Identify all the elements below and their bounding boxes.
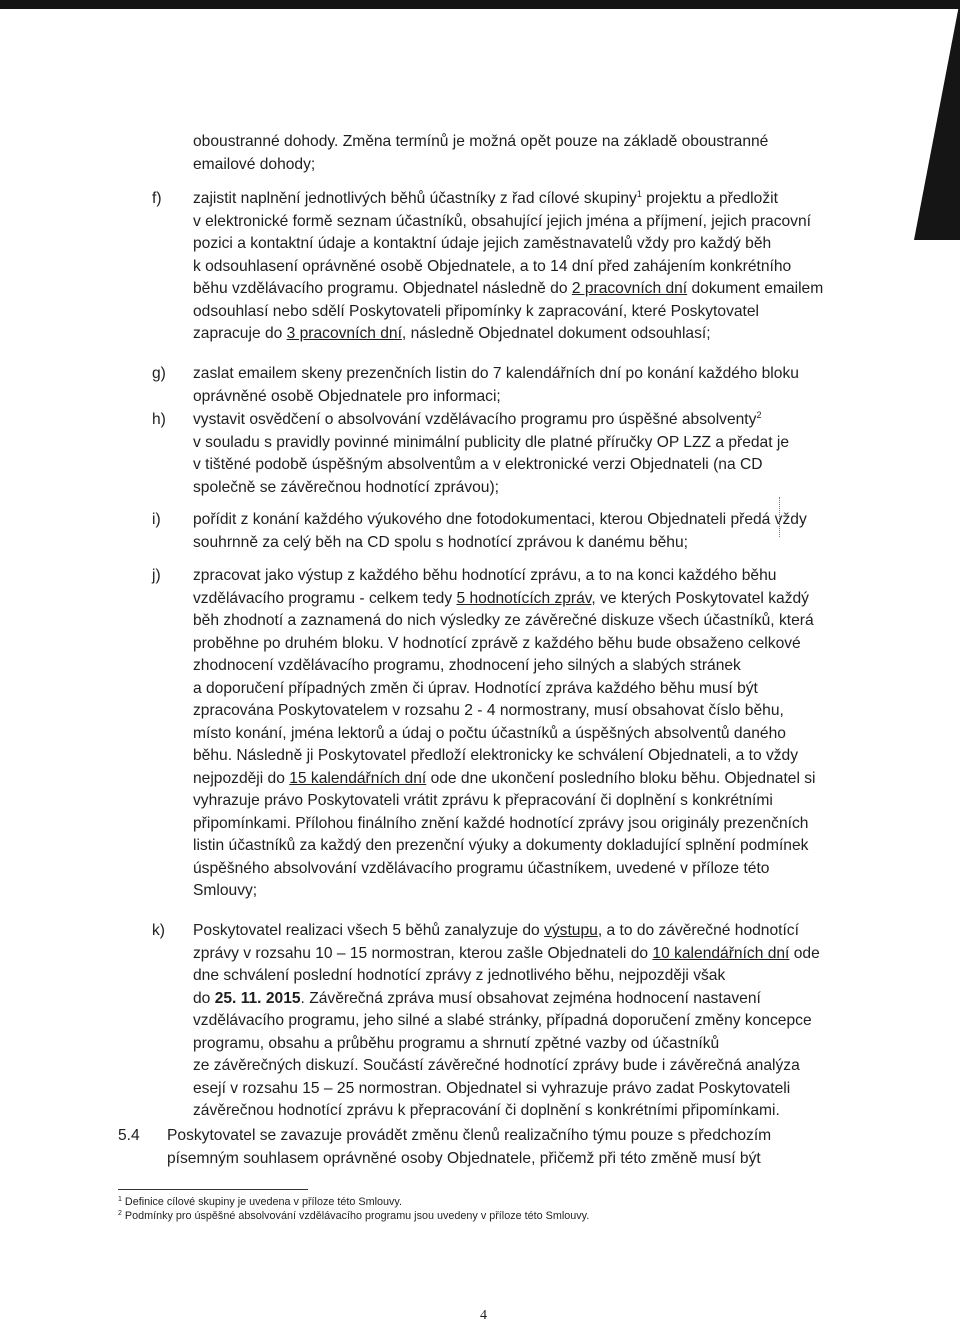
continuation-paragraph: oboustranné dohody. Změna termínů je možná opět pouze na základě oboustranné emailové dohody; [193, 133, 769, 173]
scan-mark [779, 497, 781, 537]
item-marker-k: k) [152, 922, 165, 939]
item-f-text: zajistit naplnění jednotlivých běhů účastníky z řad cílové skupiny$^1$ projektu a předložit v elektronické formě seznam účastníků, obsahující jejich jména a příjmení, jejich pracovní pozici a kontaktní údaje a kontaktní údaje jejich zaměstnavatelů vždy pro každý běh k odsouhlasení oprávněné osobě Objednatele, a to 14 dní před zahájením konkrétního běhu vzdělávacího programu. Objednatel následně do 2 pracovních dní dokument emailem odsouhlasí nebo sdělí Poskytovateli připomínky k zapracování, které Poskytovatel zapracuje do 3 pracovních dní, následně Objednatel dokument odsouhlasí; [193, 189, 824, 342]
section-number: 5.4 [118, 1127, 140, 1144]
item-h-text: vystavit osvědčení o absolvování vzdělávacího programu pro úspěšné absolventy$^2$ v souladu s pravidly povinné minimální publicity dle platné příručky OP LZZ a předat je v tištěné podobě úspěšným absolventům a v elektronické verzi Objednateli (na CD společně se závěrečnou hodnotící zprávou); [193, 410, 790, 496]
item-marker-f: f) [152, 190, 162, 207]
item-marker-g: g) [152, 365, 166, 382]
item-k-text: Poskytovatel realizaci všech 5 běhů zanalyzuje do výstupu, a to do závěrečné hodnotící zprávy v rozsahu 10 – 15 normostran, kterou zašle Objednateli do 10 kalendářních dní ode dne schválení poslední hodnotící zprávy z jednotlivého běhu, nejpozději však do 25. 11. 2015. Závěrečná zpráva musí obsahovat zejména hodnocení nastavení vzdělávacího programu, jeho silné a slabé stránky, případná doporučení změny koncepce programu, obsahu a průběhu programu a shrnutí zpětné vazby od účastníků ze závěrečných diskuzí. Součástí závěrečné hodnotící zprávy bude i závěrečná analýza esejí v rozsahu 15 – 25 normostran. Objednatel si vyhrazuje právo zadat Poskytovateli závěrečnou hodnotící zprávu k přepracování či doplnění s konkrétními připomínkami. [193, 922, 820, 1119]
item-g-text: zaslat emailem skeny prezenčních listin do 7 kalendářních dní po konání každého bloku oprávněné osobě Objednatele pro informaci; [193, 365, 799, 405]
item-marker-i: i) [152, 511, 161, 528]
item-i-text: pořídit z konání každého výukového dne fotodokumentaci, kterou Objednateli předá vždy souhrnně za celý běh na CD spolu s hodnotící zprávou k danému běhu; [193, 511, 807, 551]
footnote-2: $^2$ Podmínky pro úspěšné absolvování vzdělávacího programu jsou uvedeny v příloze této Smlouvy. [118, 1210, 590, 1222]
item-marker-h: h) [152, 411, 166, 428]
section-5-4-text: Poskytovatel se zavazuje provádět změnu členů realizačního týmu pouze s předchozím písemným souhlasem oprávněné osoby Objednatele, přičemž při této změně musí být [167, 1127, 772, 1167]
page-number: 4 [480, 1308, 487, 1323]
footnote-1: $^1$ Definice cílové skupiny je uvedena v příloze této Smlouvy. [118, 1196, 402, 1208]
footnote-separator [118, 1189, 308, 1190]
item-j-text: zpracovat jako výstup z každého běhu hodnotící zprávu, a to na konci každého běhu vzdělávacího programu - celkem tedy 5 hodnotících zpráv, ve kterých Poskytovatel každý běh zhodnotí a zaznamená do nich výsledky ze závěrečné diskuze všech účastníků, která proběhne po druhém bloku. V hodnotící zprávě z každého běhu bude obsaženo celkové zhodnocení vzdělávacího programu, zhodnocení jeho silných a slabých stránek a doporučení případných změn či úprav. Hodnotící zpráva každého běhu musí být zpracována Poskytovatelem v rozsahu 2 - 4 normostrany, musí obsahovat číslo běhu, místo konání, jména lektorů a údaj o počtu účastníků a úspěšných absolventů daného běhu. Následně ji Poskytovatel předloží elektronicky ke schválení Objednateli, a to vždy nejpozději do 15 kalendářních dní ode dne ukončení posledního bloku běhu. Objednatel si vyhrazuje právo Poskytovateli vrátit zprávu k přepracování či doplnění s konkrétními připomínkami. Přílohou finálního znění každé hodnotící zprávy jsou originály prezenčních listin účastníků za každý den prezenční výuky a dokumenty dokladující splnění podmínek úspěšného absolvování vzdělávacího programu účastníkem, uvedené v příloze této Smlouvy; [193, 567, 816, 899]
item-marker-j: j) [152, 567, 161, 584]
footnote-ref-2: 2 [756, 410, 762, 420]
footnote-ref-1: 1 [636, 189, 642, 199]
